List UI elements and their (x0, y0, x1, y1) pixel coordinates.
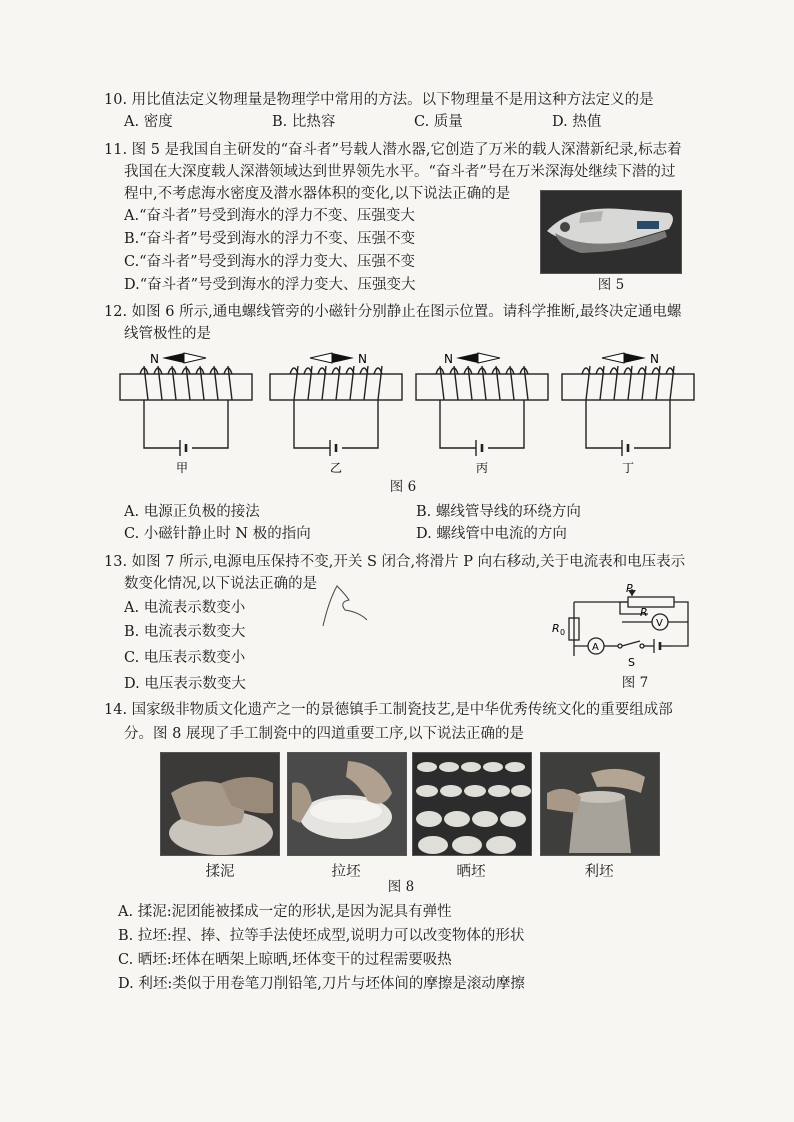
q10-stem: 10. 用比值法定义物理量是物理学中常用的方法。以下物理量不是用这种方法定义的是 (104, 92, 654, 108)
q13-option-b: B. 电流表示数变大 (124, 624, 246, 640)
figure5-submersible-photo (540, 190, 682, 274)
q12-stem-line2: 线管极性的是 (124, 326, 211, 342)
figure8-caption: 图 8 (387, 879, 415, 895)
q10-option-b: B. 比热容 (272, 114, 336, 130)
figure7-caption: 图 7 (621, 675, 649, 691)
needle-n-label-jia: N (150, 352, 159, 366)
switch-s-label: S (628, 656, 635, 669)
q13-stem-line2: 数变化情况,以下说法正确的是 (124, 576, 318, 592)
q12-option-d: D. 螺线管中电流的方向 (416, 526, 567, 542)
figure7-circuit (548, 584, 698, 680)
q13-option-a: A. 电流表示数变小 (124, 600, 246, 616)
q11-option-b: B.“奋斗者”号受到海水的浮力不变、压强不变 (124, 231, 416, 247)
q11-stem-line2: 我国在大深度载人深潜领域达到世界领先水平。“奋斗者”号在万米深海处继续下潜的过 (124, 164, 676, 180)
label-jia: 甲 (175, 461, 189, 475)
q12-option-c: C. 小磁针静止时 N 极的指向 (124, 526, 311, 542)
q12-option-a: A. 电源正负极的接法 (124, 504, 260, 520)
solenoid-yi (270, 366, 402, 456)
voltmeter-label: V (656, 618, 663, 629)
q11-option-c: C.“奋斗者”号受到海水的浮力变大、压强不变 (124, 254, 416, 270)
resistor-r-label: R (640, 606, 648, 619)
resistor-r0-subscript: 0 (560, 628, 566, 637)
pencil-scribble (315, 580, 375, 630)
ammeter-label: A (592, 642, 599, 653)
q14-stem-line2: 分。图 8 展现了手工制瓷中的四道重要工序,以下说法正确的是 (124, 726, 525, 742)
photo-caption-kneading: 揉泥 (205, 864, 235, 880)
photo-throwing-bowl (287, 752, 407, 856)
label-bing: 丙 (475, 461, 489, 475)
photo-caption-throwing: 拉坯 (331, 864, 361, 880)
q13-option-d: D. 电压表示数变大 (124, 676, 246, 692)
q14-option-c: C. 晒坯:坯体在晒架上晾晒,坯体变干的过程需要吸热 (118, 952, 452, 968)
photo-drying-bowls (412, 752, 532, 856)
slider-p-label: P (626, 584, 633, 595)
label-ding: 丁 (621, 461, 635, 475)
needle-n-label-yi: N (358, 352, 367, 366)
q10-option-c: C. 质量 (414, 114, 463, 130)
q10-option-d: D. 热值 (552, 114, 602, 130)
q14-option-b: B. 拉坯:捏、捧、拉等手法使坯成型,说明力可以改变物体的形状 (118, 928, 525, 944)
resistor-r0-label: R (552, 622, 560, 635)
q12-stem-line1: 12. 如图 6 所示,通电螺线管旁的小磁针分别静止在图示位置。请科学推断,最终决定通电螺 (104, 304, 682, 320)
q14-option-d: D. 利坯:类似于用卷笔刀削铅笔,刀片与坯体间的摩擦是滚动摩擦 (118, 976, 525, 992)
q12-option-b: B. 螺线管导线的环绕方向 (416, 504, 581, 520)
photo-caption-trimming: 利坯 (584, 864, 614, 880)
needle-n-label-bing: N (444, 352, 453, 366)
photo-trimming (540, 752, 660, 856)
q11-stem-line1: 11. 图 5 是我国自主研发的“奋斗者”号载人潜水器,它创造了万米的载人深潜新纪录,标志着 (104, 142, 682, 158)
q14-option-a: A. 揉泥:泥团能被揉成一定的形状,是因为泥具有弹性 (118, 904, 452, 920)
compass-needles (162, 353, 646, 363)
figure6-caption: 图 6 (389, 479, 417, 495)
figure5-caption: 图 5 (597, 277, 625, 293)
q10-option-a: A. 密度 (124, 114, 173, 130)
q14-stem-line1: 14. 国家级非物质文化遗产之一的景德镇手工制瓷技艺,是中华优秀传统文化的重要组成部 (104, 702, 673, 718)
q13-stem-line1: 13. 如图 7 所示,电源电压保持不变,开关 S 闭合,将滑片 P 向右移动,关于电流表和电压表示 (104, 554, 686, 570)
q11-stem-line3: 程中,不考虑海水密度及潜水器体积的变化,以下说法正确的是 (124, 186, 511, 202)
photo-kneading-clay (160, 752, 280, 856)
figure6-solenoids (110, 348, 700, 478)
solenoid-jia (120, 366, 252, 456)
solenoid-ding (562, 366, 694, 456)
label-yi: 乙 (329, 461, 343, 475)
solenoid-bing (416, 366, 548, 456)
q11-option-d: D.“奋斗者”号受到海水的浮力变大、压强变大 (124, 277, 416, 293)
q11-option-a: A.“奋斗者”号受到海水的浮力不变、压强变大 (124, 208, 415, 224)
photo-caption-drying: 晒坯 (456, 864, 486, 880)
needle-n-label-ding: N (650, 352, 659, 366)
q13-option-c: C. 电压表示数变小 (124, 650, 246, 666)
